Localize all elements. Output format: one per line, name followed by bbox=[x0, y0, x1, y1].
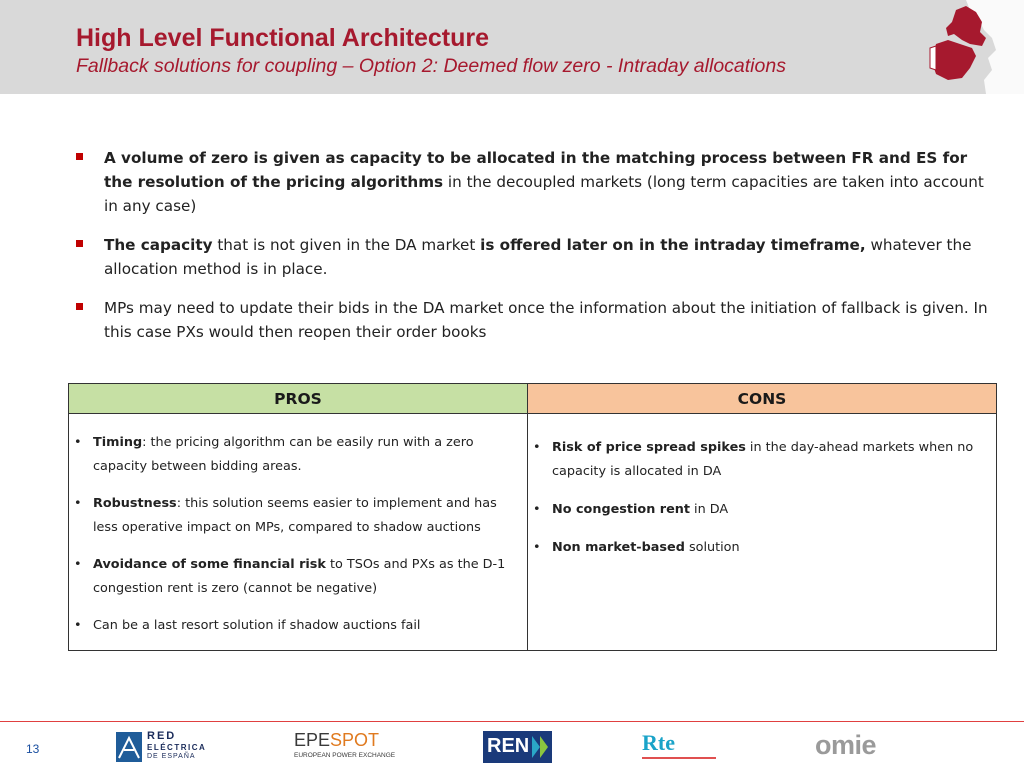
square-bullet-icon bbox=[76, 240, 83, 247]
europe-map-icon bbox=[926, 0, 1024, 94]
page-number: 13 bbox=[26, 742, 40, 756]
epex-name-a: EPE bbox=[294, 730, 331, 750]
epex-tagline: EUROPEAN POWER EXCHANGE bbox=[294, 752, 396, 759]
pros-cons-table bbox=[68, 383, 997, 651]
header-band bbox=[0, 0, 1024, 94]
cons-header: CONS bbox=[528, 384, 996, 414]
pros-item-bold: Timing bbox=[93, 435, 143, 450]
pros-header: PROS bbox=[69, 384, 527, 414]
square-bullet-icon bbox=[76, 303, 83, 310]
epex-name-b: SPOT bbox=[330, 730, 380, 750]
bullet-text: that is not given in the DA market bbox=[212, 236, 481, 254]
pros-item-text: Can be a last resort solution if shadow auctions fail bbox=[93, 618, 421, 633]
omie-logo bbox=[815, 730, 899, 764]
bullet-text-bold: A volume of zero is given as capacity to be allocated in the matching process between FR and ES for the resolution of the pricing algorithms bbox=[104, 149, 968, 191]
pros-item: • Avoidance of some financial risk to TSOs and PXs as the D-1 congestion rent is zero (cannot be negative) bbox=[74, 557, 506, 596]
bullet-text-bold: The capacity bbox=[104, 236, 213, 254]
ren-name: REN bbox=[487, 735, 530, 757]
ree-line1: RED bbox=[147, 730, 177, 742]
pros-column bbox=[69, 384, 528, 650]
bullet-item bbox=[76, 296, 996, 344]
rte-name: Rte bbox=[642, 730, 675, 755]
square-bullet-icon bbox=[76, 153, 83, 160]
ren-logo bbox=[483, 731, 552, 763]
ree-line3: DE ESPAÑA bbox=[147, 753, 196, 760]
ree-mark-icon bbox=[116, 732, 142, 762]
cons-item: • Risk of price spread spikes in the day-ahead markets when no capacity is allocated in DA bbox=[533, 440, 974, 479]
ren-arrow-icon bbox=[532, 736, 548, 758]
pros-item-text: : this solution seems easier to implement and has less operative impact on MPs, compared to shadow auctions bbox=[93, 496, 497, 535]
cons-item-bold: Risk of price spread spikes bbox=[552, 440, 746, 455]
pros-item-bold: Robustness bbox=[93, 496, 177, 511]
cons-item-text: in DA bbox=[689, 502, 729, 517]
footer-divider bbox=[0, 721, 1024, 722]
cons-item-text: solution bbox=[684, 540, 740, 555]
page-title: High Level Functional Architecture bbox=[76, 24, 490, 52]
bullet-text-bold: is offered later on in the intraday timeframe, bbox=[480, 236, 866, 254]
ree-line2: ELÉCTRICA bbox=[147, 743, 207, 752]
pros-item: • Timing: the pricing algorithm can be easily run with a zero capacity between bidding areas. bbox=[74, 435, 474, 474]
rte-logo bbox=[642, 730, 722, 764]
cons-item-text: in the day-ahead markets when no capacity is allocated in DA bbox=[552, 440, 974, 479]
bullet-text: MPs may need to update their bids in the DA market once the information about the initiation of fallback is given. In this case PXs would then reopen their order books bbox=[104, 299, 988, 341]
bullet-list bbox=[76, 146, 996, 359]
cons-item-bold: No congestion rent bbox=[552, 502, 690, 517]
omie-name: omie bbox=[815, 730, 877, 760]
cons-item-bold: Non market-based bbox=[552, 540, 685, 555]
pros-item: • Robustness: this solution seems easier to implement and has less operative impact on MPs, compared to shadow auctions bbox=[74, 496, 497, 535]
pros-item-text: to TSOs and PXs as the D-1 congestion rent is zero (cannot be negative) bbox=[93, 557, 506, 596]
page-subtitle: Fallback solutions for coupling – Option 2: Deemed flow zero - Intraday allocations bbox=[76, 55, 786, 77]
epex-spot-logo bbox=[294, 730, 396, 764]
pros-item-bold: Avoidance of some financial risk bbox=[93, 557, 326, 572]
pros-item-text: : the pricing algorithm can be easily run with a zero capacity between bidding areas. bbox=[93, 435, 474, 474]
cons-item: • Non market-based solution bbox=[533, 540, 740, 555]
bullet-text: in the decoupled markets (long term capacities are taken into account in any case) bbox=[104, 173, 984, 215]
cons-item: • No congestion rent in DA bbox=[533, 502, 729, 517]
bullet-text: whatever the allocation method is in place. bbox=[104, 236, 972, 278]
cons-column bbox=[528, 384, 996, 650]
bullet-item bbox=[76, 233, 996, 281]
pros-item: • Can be a last resort solution if shadow auctions fail bbox=[74, 618, 421, 633]
bullet-item bbox=[76, 146, 996, 218]
ree-logo bbox=[116, 730, 206, 764]
